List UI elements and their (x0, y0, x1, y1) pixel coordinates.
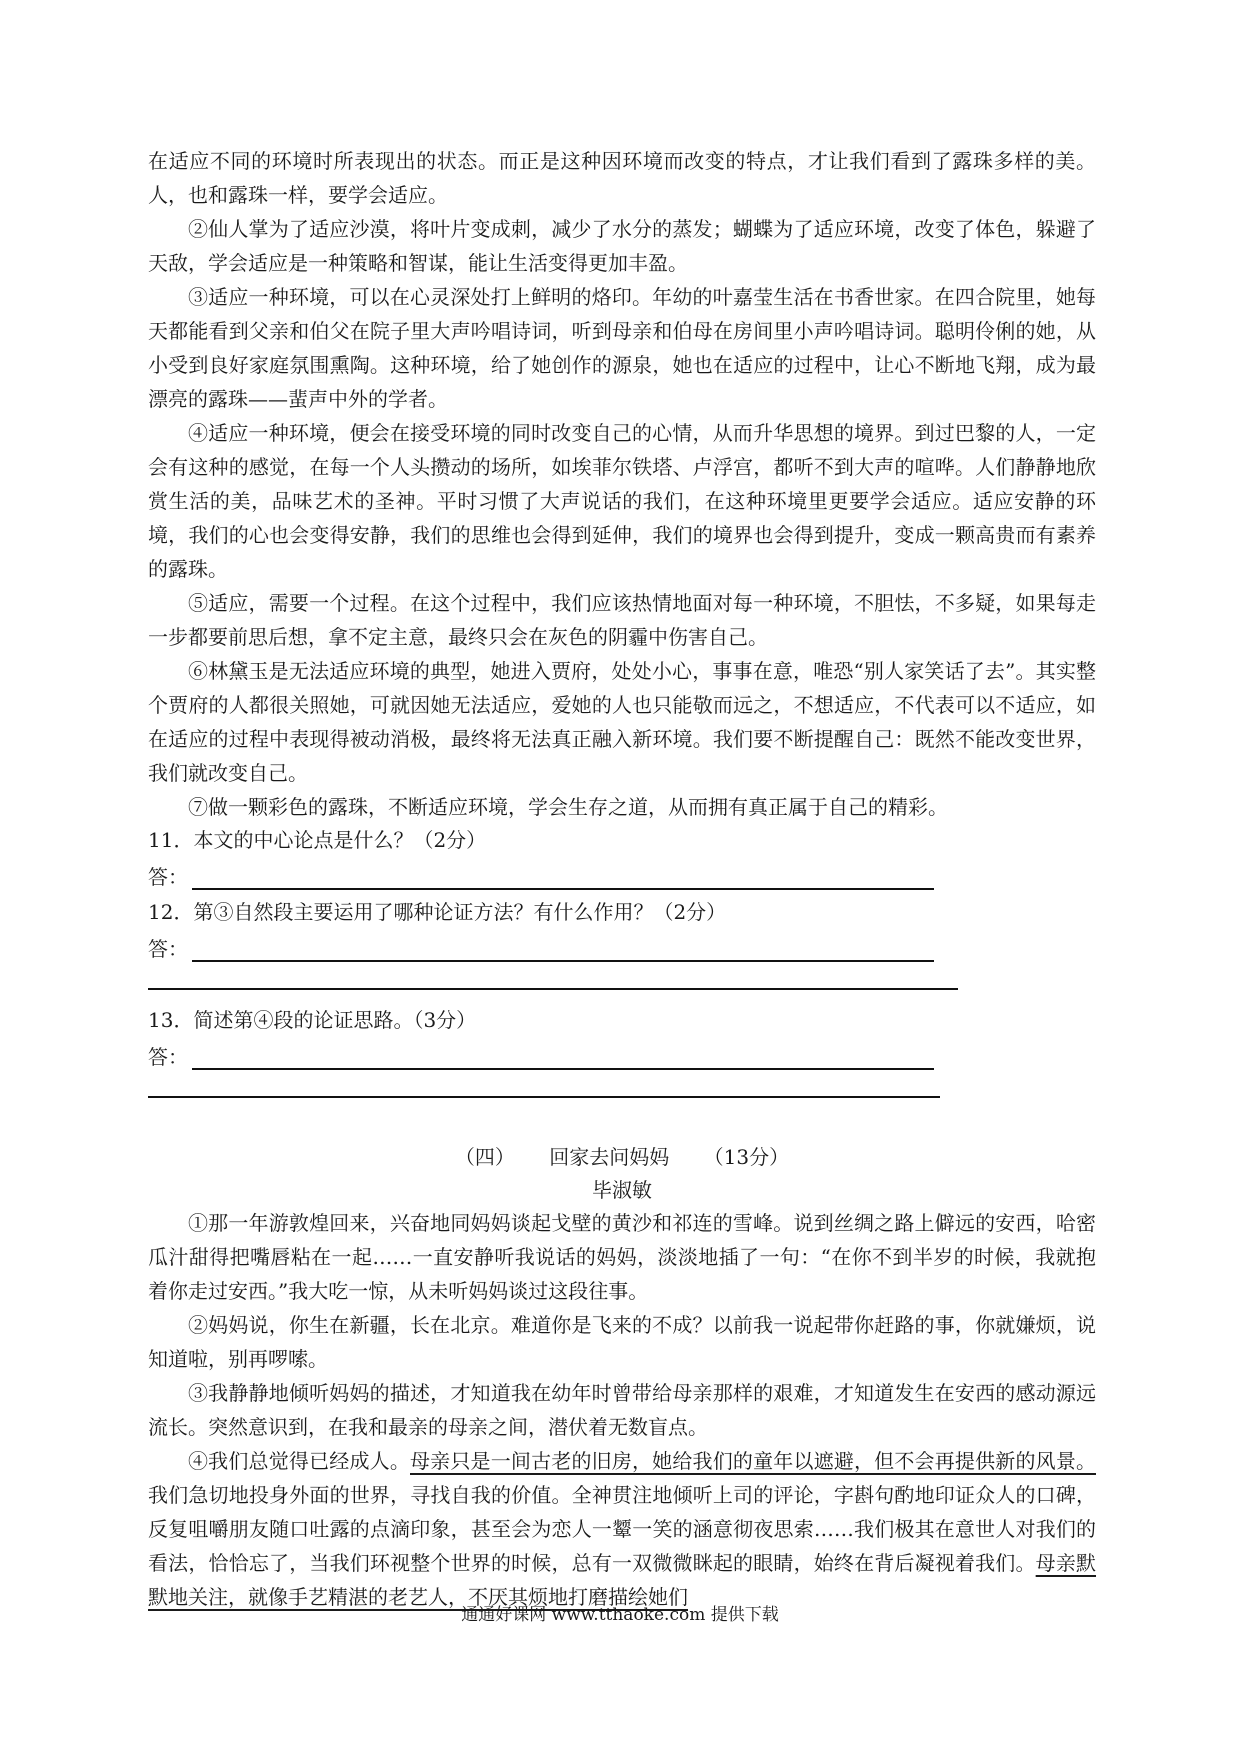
para4-lead: ④我们总觉得已经成人。 (188, 1449, 410, 1473)
essay-paragraph-4 (148, 1444, 1096, 1614)
paragraph-continued: 在适应不同的环境时所表现出的状态。而正是这种因环境而改变的特点，才让我们看到了露珠多样的美。人，也和露珠一样，要学会适应。 (148, 149, 1096, 207)
answer-label: 答： (148, 865, 188, 889)
answer-line[interactable] (192, 866, 934, 890)
paragraph-7: ⑦做一颗彩色的露珠，不断适应环境，学会生存之道，从而拥有真正属于自己的精彩。 (188, 795, 948, 819)
essay-paragraph-2: ②妈妈说，你生在新疆，长在北京。难道你是飞来的不成？以前我一说起带你赶路的事，你就嫌烦，说知道啦，别再啰嗦。 (148, 1313, 1096, 1371)
question-12: 12．第③自然段主要运用了哪种论证方法？有什么作用？（2分） (148, 900, 727, 924)
answer-line[interactable] (148, 1094, 940, 1098)
paragraph-3: ③适应一种环境，可以在心灵深处打上鲜明的烙印。年幼的叶嘉莹生活在书香世家。在四合院里，她每天都能看到父亲和伯父在院子里大声吟唱诗词，听到母亲和伯母在房间里小声吟唱诗词。聪明伶俐的她，从小受到良好家庭氛围熏陶。这种环境，给了她创作的源泉，她也在适应的过程中，让心不断地飞翔，成为最漂亮的露珠——蜚声中外的学者。 (148, 285, 1096, 411)
answer-13[interactable] (148, 1036, 1096, 1070)
answer-12[interactable] (148, 928, 1096, 962)
answer-line[interactable] (192, 1046, 934, 1070)
paragraph-2: ②仙人掌为了适应沙漠，将叶片变成刺，减少了水分的蒸发；蝴蝶为了适应环境，改变了体色，躲避了天敌，学会适应是一种策略和智谋，能让生活变得更加丰盈。 (148, 217, 1096, 275)
question-13: 13．简述第④段的论证思路。（3分） (148, 1008, 477, 1032)
underlined-sentence: 母亲默默地关注，就像手艺精湛的老艺人，不厌其烦地打磨描绘她们 (148, 1551, 1097, 1609)
paragraph-6: ⑥林黛玉是无法适应环境的典型，她进入贾府，处处小心，事事在意，唯恐“别人家笑话了去”。其实整个贾府的人都很关照她，可就因她无法适应，爱她的人也只能敬而远之，不想适应，不代表可以不适应，如在适应的过程中表现得被动消极，最终将无法真正融入新环境。我们要不断提醒自己：既然不能改变世界，我们就改变自己。 (148, 659, 1096, 785)
section-name: 回家去问妈妈 (549, 1145, 670, 1169)
footer-download-note: 通通好课网 www.tthaoke.com 提供下载 (461, 1605, 779, 1625)
essay-paragraph-3: ③我静静地倾听妈妈的描述，才知道我在幼年时曾带给母亲那样的艰难，才知道发生在安西的感动源远流长。突然意识到，在我和最亲的母亲之间，潜伏着无数盲点。 (148, 1381, 1096, 1439)
answer-11[interactable] (148, 856, 1096, 890)
question-11: 11．本文的中心论点是什么？（2分） (148, 828, 487, 852)
para4-middle: 我们急切地投身外面的世界，寻找自我的价值。全神贯注地倾听上司的评论，字斟句酌地印证众人的口碑，反复咀嚼朋友随口吐露的点滴印象，甚至会为恋人一颦一笑的涵意彻夜思索……我们极其在意世人对我们的看法，恰恰忘了，当我们环视整个世界的时候，总有一双微微眯起的眼睛，始终在背后凝视着我们。 (148, 1483, 1096, 1575)
document-page (148, 144, 1096, 1614)
answer-line[interactable] (148, 986, 958, 990)
section-score: （13分） (703, 1145, 790, 1169)
section-number: （四） (454, 1145, 515, 1169)
answer-label: 答： (148, 1045, 188, 1069)
paragraph-5: ⑤适应，需要一个过程。在这个过程中，我们应该热情地面对每一种环境，不胆怯，不多疑，如果每走一步都要前思后想，拿不定主意，最终只会在灰色的阴霾中伤害自己。 (148, 591, 1096, 649)
answer-label: 答： (148, 937, 188, 961)
paragraph-4: ④适应一种环境，便会在接受环境的同时改变自己的心情，从而升华思想的境界。到过巴黎的人，一定会有这种的感觉，在每一个人头攒动的场所，如埃菲尔铁塔、卢浮宫，都听不到大声的喧哗。人们静静地欣赏生活的美，品味艺术的圣神。平时习惯了大声说话的我们，在这种环境里更要学会适应。适应安静的环境，我们的心也会变得安静，我们的思维也会得到延伸，我们的境界也会得到提升，变成一颗高贵而有素养的露珠。 (148, 421, 1096, 581)
essay-paragraph-1: ①那一年游敦煌回来，兴奋地同妈妈谈起戈壁的黄沙和祁连的雪峰。说到丝绸之路上僻远的安西，哈密瓜汁甜得把嘴唇粘在一起……一直安静听我说话的妈妈，淡淡地插了一句：“在你不到半岁的时候，我就抱着你走过安西。”我大吃一惊，从未听妈妈谈过这段往事。 (148, 1211, 1096, 1303)
section-title (148, 1140, 1096, 1174)
author: 毕淑敏 (592, 1178, 652, 1202)
answer-line[interactable] (192, 938, 934, 962)
underlined-sentence: 母亲只是一间古老的旧房，她给我们的童年以遮避，但不会再提供新的风景。 (410, 1449, 1096, 1473)
